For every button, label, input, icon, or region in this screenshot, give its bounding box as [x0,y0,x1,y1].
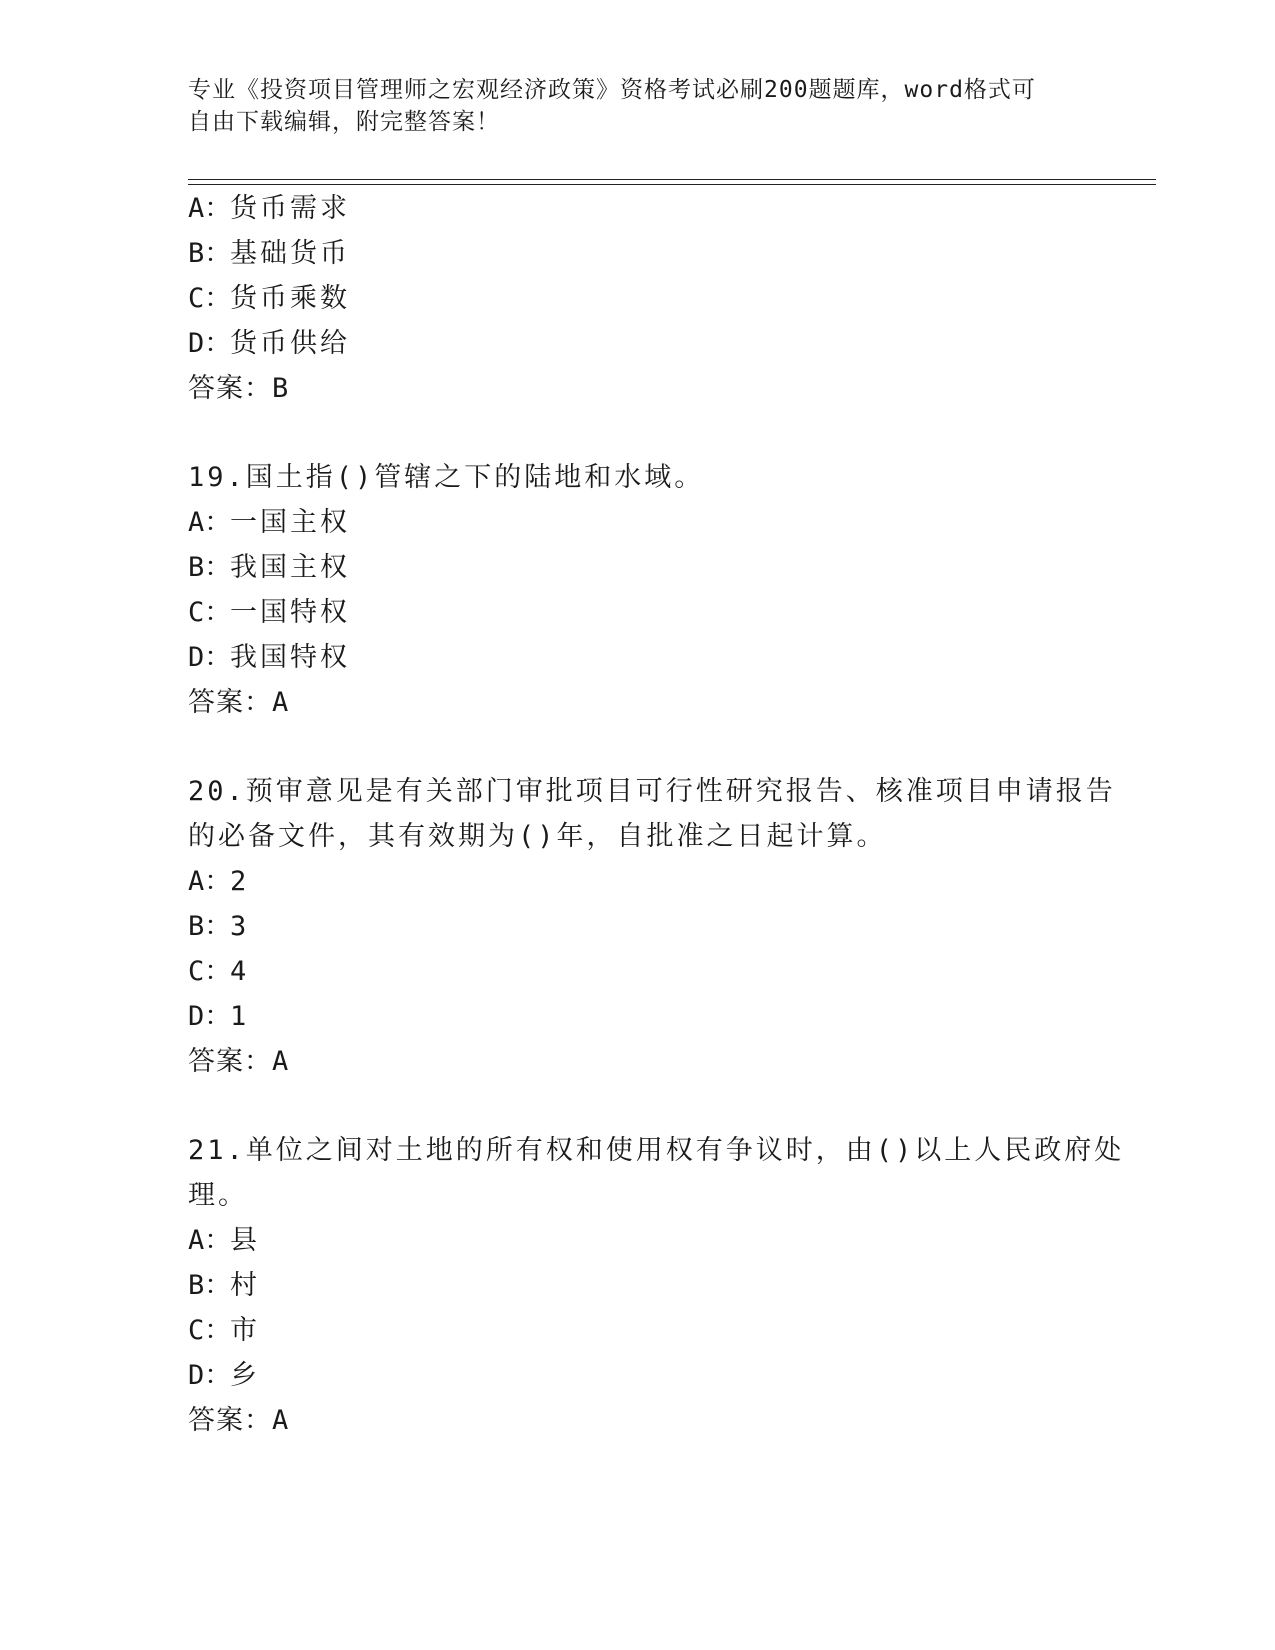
option-text: 县 [230,1225,260,1256]
option-key: D： [188,328,232,359]
option-key: A： [188,193,232,224]
q19-stem: 19.国土指()管辖之下的陆地和水域。 [188,462,705,493]
option-key: C： [188,283,232,314]
q18-option-d [188,327,350,361]
option-text: 一国主权 [230,507,350,538]
option-key: C： [188,956,232,987]
q21-stem-line-1: 21.单位之间对土地的所有权和使用权有争议时，由()以上人民政府处 [188,1135,1125,1166]
q21-option-d [188,1359,260,1393]
option-text: 我国主权 [230,552,350,583]
option-text: 乡 [230,1360,260,1391]
q19-option-c [188,596,350,630]
q18-option-b [188,237,350,271]
q18-option-c [188,282,350,316]
option-key: A： [188,507,232,538]
q20-stem-line-2: 的必备文件，其有效期为()年，自批准之日起计算。 [188,821,887,852]
option-text: 市 [230,1315,260,1346]
q21-option-b [188,1269,260,1303]
option-key: D： [188,642,232,673]
q20-option-a [188,865,249,899]
option-key: C： [188,597,232,628]
q19-option-b [188,551,350,585]
option-text: 货币乘数 [230,283,350,314]
q19-answer: 答案：A [188,687,290,718]
option-text: 我国特权 [230,642,350,673]
q20-option-c [188,955,249,989]
option-text: 一国特权 [230,597,350,628]
option-text: 货币需求 [230,193,350,224]
q20-option-d [188,1000,249,1034]
option-text: 基础货币 [230,238,350,269]
option-key: A： [188,866,232,897]
header-line-2: 自由下载编辑，附完整答案！ [188,109,500,135]
option-text: 货币供给 [230,328,350,359]
q21-option-c [188,1314,260,1348]
q20-stem-line-1: 20.预审意见是有关部门审批项目可行性研究报告、核准项目申请报告 [188,776,1116,807]
option-key: D： [188,1360,232,1391]
header-line-1: 专业《投资项目管理师之宏观经济政策》资格考试必刷200题题库，word格式可 [188,77,1036,103]
option-key: B： [188,238,232,269]
option-text: 村 [230,1270,260,1301]
option-key: A： [188,1225,232,1256]
option-text: 3 [230,911,250,942]
header-rule-top [188,179,1156,180]
option-key: B： [188,1270,232,1301]
option-text: 2 [230,866,250,897]
q18-option-a [188,192,350,226]
q20-answer: 答案：A [188,1046,290,1077]
q18-answer: 答案：B [188,373,290,404]
option-key: D： [188,1001,232,1032]
option-key: C： [188,1315,232,1346]
document-header [188,74,1068,138]
option-text: 1 [230,1001,250,1032]
option-key: B： [188,552,232,583]
option-text: 4 [230,956,250,987]
option-key: B： [188,911,232,942]
header-rule-bottom [188,184,1156,185]
q19-option-a [188,506,350,540]
q21-answer: 答案：A [188,1405,290,1436]
q21-stem-line-2: 理。 [188,1180,248,1211]
q21-option-a [188,1224,260,1258]
q20-option-b [188,910,249,944]
q19-option-d [188,641,350,675]
